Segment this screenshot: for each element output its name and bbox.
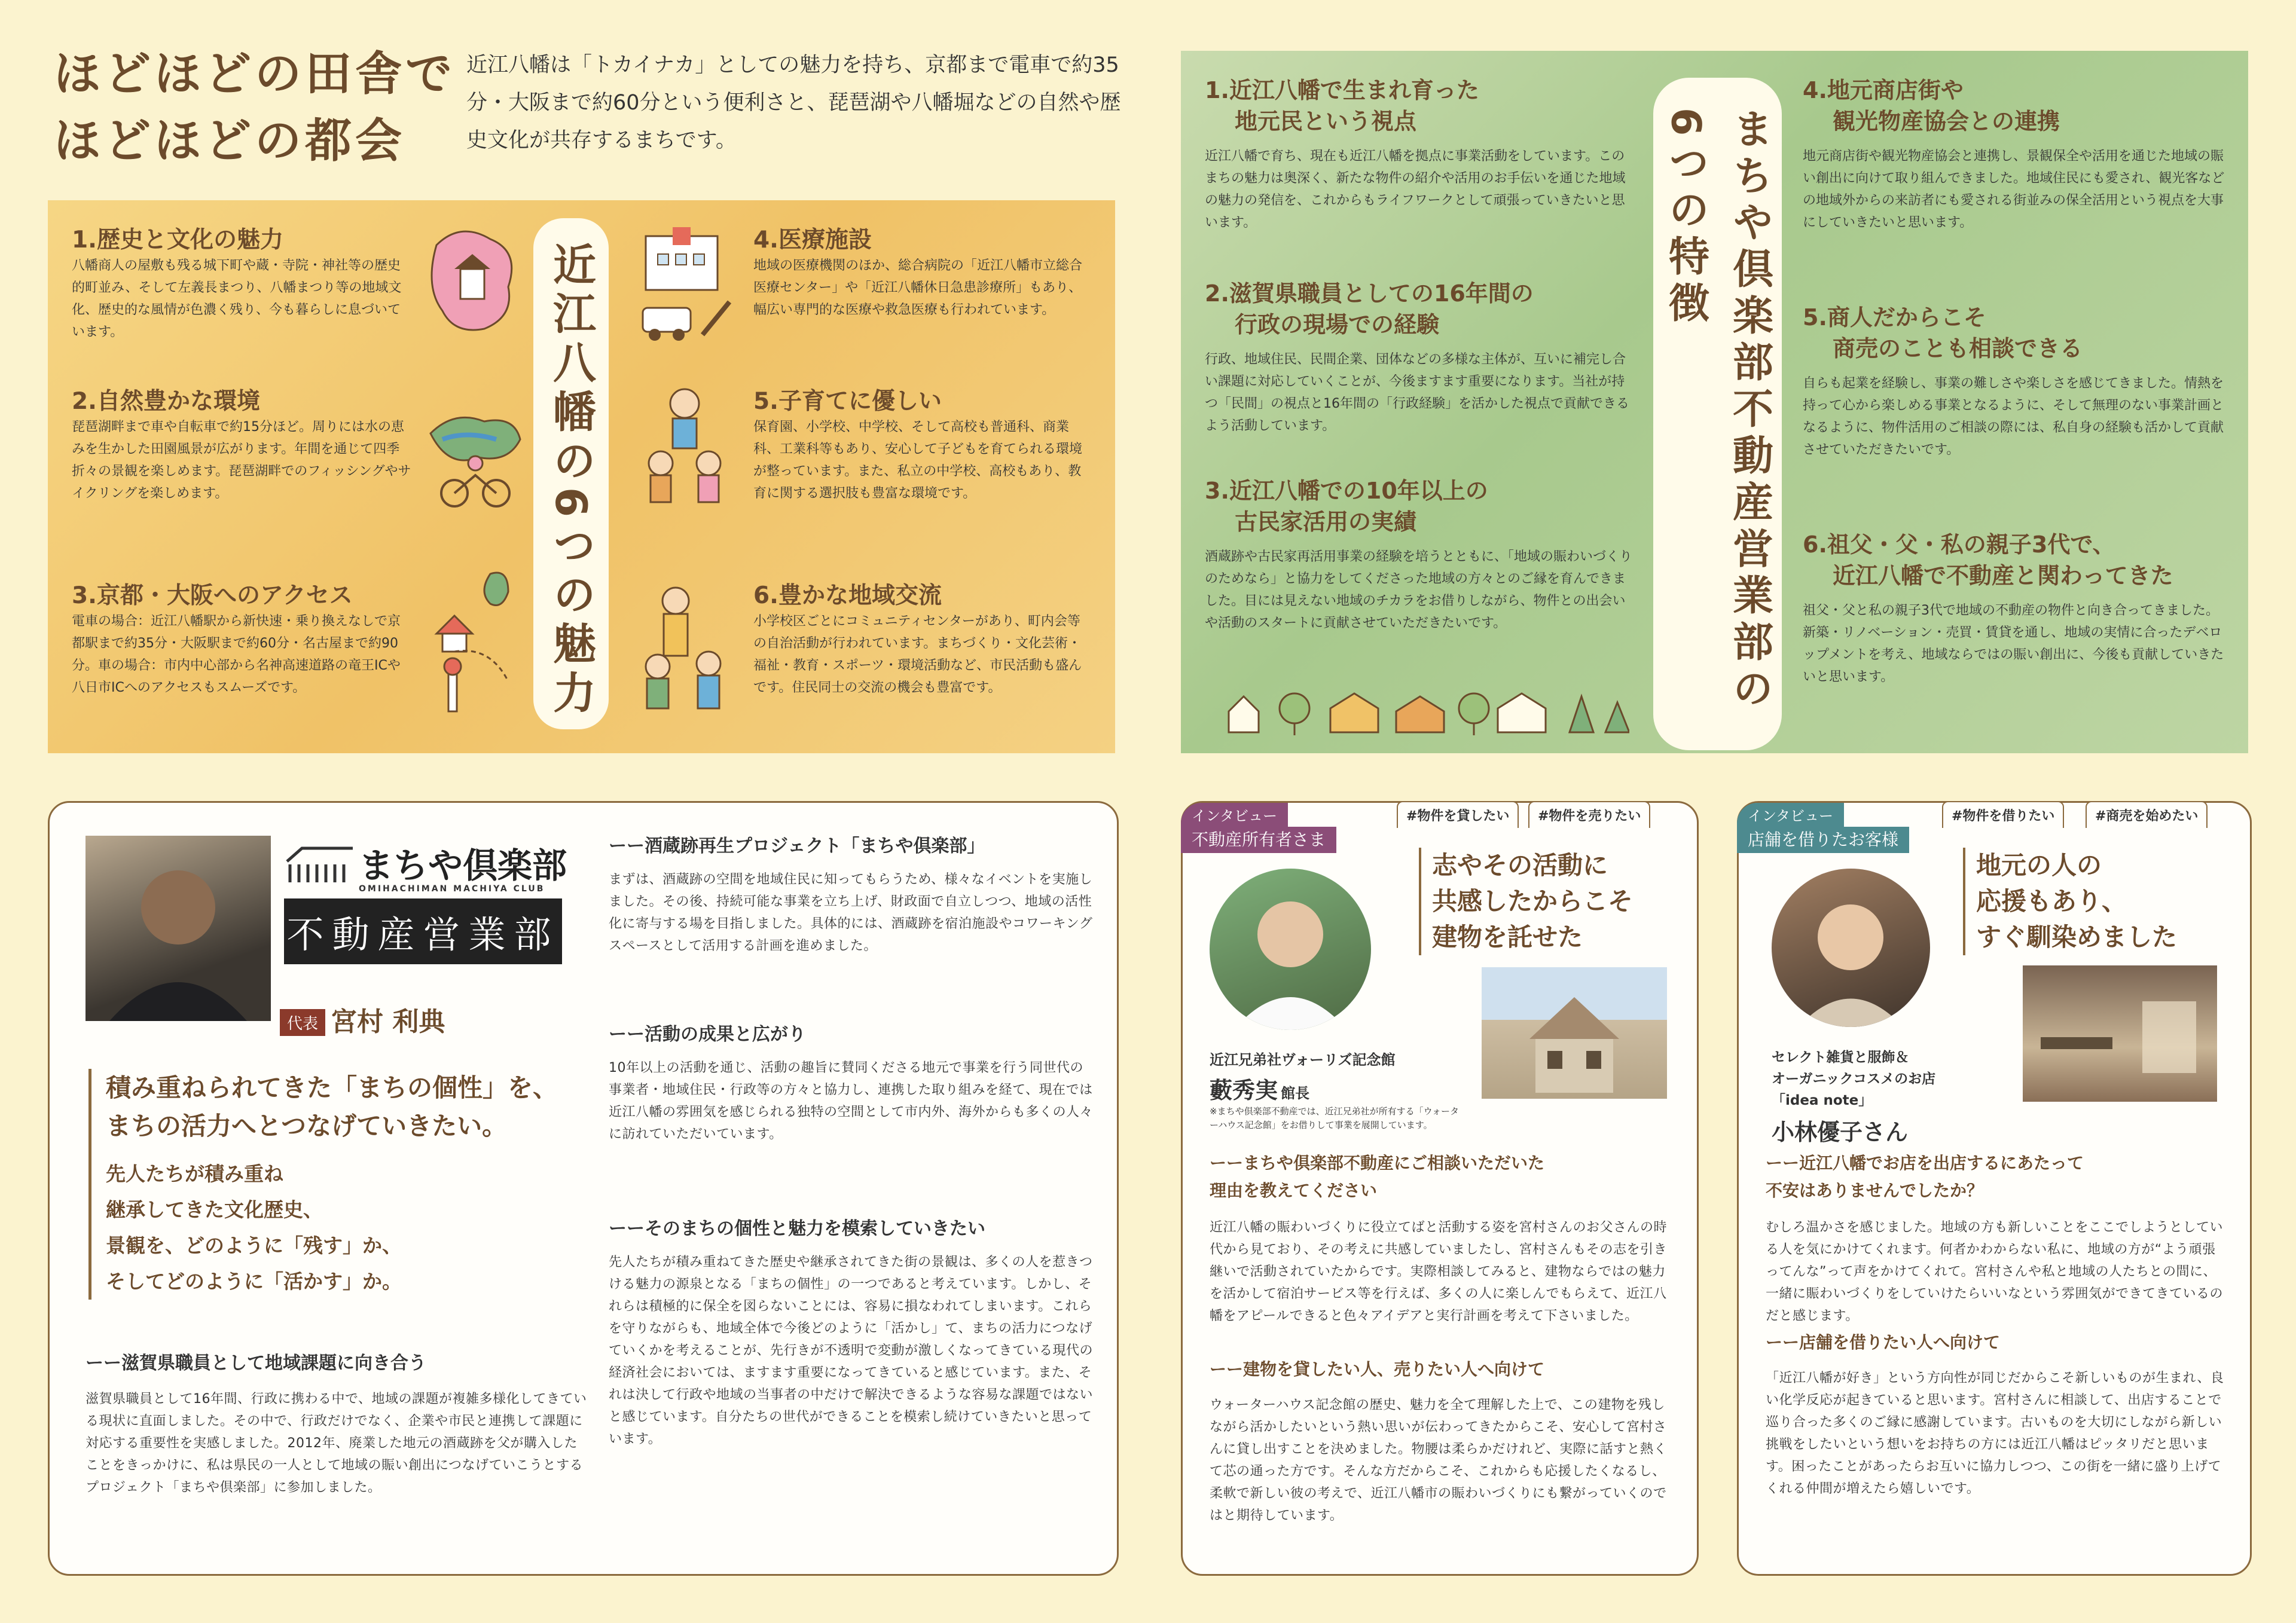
building-icon — [1482, 967, 1667, 1099]
interview-2-qa-1 — [1766, 1150, 2229, 1327]
features-panel — [1181, 51, 2248, 753]
feature-4-text: 地元商店街や観光物産協会と連携し、景観保全や活用を通じた地域の賑い創出に向けて取り組んできました。地域住民にも愛され、観光客などの地域外からの来訪者にも愛される街並みの保全活用という視点を大事にしていきたいと思います。 — [1803, 149, 2225, 230]
interview-2-tag-2: #商売を始めたい — [2086, 801, 2208, 828]
catchphrase-line-2: まちの活力へとつなげていきたい。 — [106, 1111, 508, 1141]
interview-1-question-2: ーー建物を貸したい人、売りたい人へ向けて — [1210, 1359, 1545, 1379]
main-title — [54, 41, 456, 175]
section-1-heading: ーー滋賀県職員として地域課題に向き合う — [86, 1353, 426, 1374]
feature-2-heading-2: 行政の現場での経験 — [1235, 311, 1440, 338]
tenant-name: 小林優子さん — [1772, 1119, 1909, 1145]
charm-3-text: 電車の場合：近江八幡駅から新快速・乗り換えなしで京都駅まで約35分・大阪駅まで約60分・名古屋まで約90分。車の場合：市内中心部から名神高速道路の竜王ICや八日市ICへのアクセスもスムーズです。 — [72, 614, 401, 695]
feature-1-text: 近江八幡で育ち、現在も近江八幡を拠点に事業活動をしています。このまちの魅力は奥深く、新たな物件の紹介や活用のお手伝いを通じた地域の魅力の発信を、これからもライフワークとして頑張っていきたいと思います。 — [1205, 149, 1626, 230]
houses-trees-illustration — [1223, 684, 1629, 738]
community-icon — [634, 583, 735, 720]
catchphrase-block — [88, 1069, 558, 1300]
interview-1-label: インタビュー — [1181, 803, 1288, 829]
charm-4-text: 地域の医療機関のほか、総合病院の「近江八幡市立総合医療センター」や「近江八幡休日急患診療所」もあり、幅広い専門的な医療や救急医療も行われています。 — [753, 258, 1083, 317]
section-3-text: 10年以上の活動を通じ、活動の趣旨に賛同くださる地元で事業を行う同世代の事業者・地域住民・行政等の方々と協力し、連携した取り組みを経て、現在では近江八幡の雰囲気を感じられる独特の空間として市内外、海外からも多くの人々に訪れていただいています。 — [609, 1060, 1094, 1142]
interview-1-catch-2: 共感したからこそ — [1432, 887, 1634, 916]
feature-4-heading-2: 観光物産協会との連携 — [1833, 108, 2060, 135]
owner-name-block — [1210, 1072, 1309, 1105]
charm-4-heading: 4.医療施設 — [753, 227, 872, 253]
interview-2-answer-2: 「近江八幡が好き」という方向性が同じだからこそ新しいものが生まれ、良い化学反応が起きていると思います。宮村さんに相談して、出店することで巡り合った多くのご縁に感謝しています。古いものを大切にしながら新しい挑戦をしたいという想いをお持ちの方には近江八幡はピッタリだと思います。困ったことがあったらお互いに協力しつつ、この街を一緒に盛り上げてくれる仲間が増えたら嬉しいです。 — [1766, 1371, 2224, 1496]
castle-town-icon — [419, 221, 526, 341]
access-map-icon — [419, 562, 526, 717]
tenant-shop-name: 「idea note」 — [1772, 1093, 1873, 1108]
interview-1-catch — [1419, 848, 1633, 955]
representative-photo — [86, 836, 271, 1021]
feature-3-heading-1: 3.近江八幡での10年以上の — [1205, 478, 1488, 504]
feature-6 — [1803, 529, 2227, 688]
owner-org: 近江兄弟社ヴォーリズ記念館 — [1210, 1052, 1396, 1068]
main-title-line-2: ほどほどの都会 — [54, 114, 406, 168]
interview-2-catch — [1963, 848, 2177, 955]
charm-3-heading: 3.京都・大阪へのアクセス — [72, 582, 353, 609]
tenant-org-1: セレクト雑貨と服飾＆ — [1772, 1050, 1909, 1065]
owner-name: 藪秀実 — [1210, 1077, 1278, 1104]
features-title-a: まちや倶楽部不動産営業部の — [1726, 108, 1773, 714]
dept-banner: 不動産営業部 — [284, 898, 562, 964]
cycling-lake-icon — [419, 398, 526, 511]
feature-4-heading-1: 4.地元商店街や — [1803, 77, 1964, 103]
main-title-line-1: ほどほどの田舎で — [54, 47, 456, 101]
interview-1-answer-2: ウォーターハウス記念館の歴史、魅力を全て理解した上で、この建物を残しながら活かしたいという熱い思いが伝わってきたからこそ、安心して宮村さんに貸し出すことを決めました。物腰は柔らかだけれど、実際に話すと熱くて芯の通った方です。そんな方だからこそ、これからも応援したくなるし、柔軟で新しい彼の考えで、近江八幡市の賑わいづくりにも繋がっていくのではと期待しています。 — [1210, 1398, 1668, 1523]
feature-2-heading-1: 2.滋賀県職員としての16年間の — [1205, 280, 1534, 307]
quote-line-4: そしてどのように「活かす」か。 — [106, 1270, 402, 1293]
section-1-text: 滋賀県職員として16年間、行政に携わる中で、地域の課題が複雑多様化してきている現状に直面しました。その中で、行政だけでなく、企業や市民と連携して課題に対応する重要性を実感しました。2012年、廃業した地元の酒蔵跡を父が購入したことをきっかけに、私は県民の一人として地域の賑い創出につなげていこうとするプロジェクト「まちや倶楽部」に参加しました。 — [86, 1392, 587, 1495]
charm-3 — [72, 577, 442, 699]
quote-line-3: 景観を、どのように「残す」か、 — [106, 1234, 402, 1257]
charm-6-heading: 6.豊かな地域交流 — [753, 582, 942, 609]
feature-1-heading-2: 地元民という視点 — [1235, 108, 1417, 135]
quote-block — [106, 1156, 558, 1300]
tenant-silhouette-icon — [1772, 869, 1930, 1027]
person-silhouette-icon — [86, 836, 271, 1021]
machiya-roof-icon — [284, 843, 356, 885]
charm-2 — [72, 383, 442, 505]
feature-5-text: 自らも起業を経験し、事業の難しさや楽しさを感じてきました。情熱を持って心から楽しめる事業となるように、そして無理のない事業計画となるように、物件活用のご相談の際には、私自身の経験も活かして貢献させていただきたいです。 — [1803, 376, 2224, 457]
interview-2-qa-2 — [1766, 1329, 2229, 1500]
role-badge: 代表 — [280, 1009, 325, 1036]
charm-4 — [753, 221, 1100, 321]
interview-1-tag-1: #物件を貸したい — [1397, 801, 1519, 828]
section-2-heading: ーー酒蔵跡再生プロジェクト「まちや倶楽部」 — [609, 836, 985, 857]
interview-2-catch-1: 地元の人の — [1976, 851, 2102, 880]
charm-2-heading: 2.自然豊かな環境 — [72, 388, 260, 415]
charms-title-pill — [533, 218, 609, 729]
charms-title: 近江八幡の6つの魅力 — [546, 242, 596, 720]
feature-2-text: 行政、地域住民、民間企業、団体などの多様な主体が、互いに補完し合い課題に対応していくことが、今後ますます重要になります。当社が持つ「民間」の視点と16年間の「行政経験」を活かした視点で貢献できるよう活動しています。 — [1205, 352, 1629, 433]
charm-6 — [753, 577, 1100, 699]
interview-2-answer-1: むしろ温かさを感じました。地域の方も新しいことをここでしようとしている人を気にかけてくれます。何者かわからない私に、地域の方が“よう頑張ってんな”って声をかけてくれて。宮村さんや私と地域の人たちとの間に、一緒に賑わいづくりをしていけたらいいなという雰囲気ができてきているのだと感じます。 — [1766, 1220, 2224, 1324]
section-results — [609, 1021, 1093, 1145]
charm-6-text: 小学校区ごとにコミュニティセンターがあり、町内会等の自治活動が行われています。まちづくり・文化芸術・福祉・教育・スポーツ・環境活動など、市民活動も盛んです。住民同士の交流の機会も豊富です。 — [753, 614, 1082, 695]
feature-5-heading-1: 5.商人だからこそ — [1803, 304, 1986, 331]
charm-5-heading: 5.子育てに優しい — [753, 388, 942, 415]
feature-2 — [1205, 278, 1635, 437]
charm-1 — [72, 221, 442, 343]
tenant-photo — [1772, 869, 1930, 1027]
charm-5 — [753, 383, 1100, 505]
tenant-org-block — [1772, 1047, 1935, 1111]
interview-1-qa-2 — [1210, 1356, 1676, 1527]
feature-5-heading-2: 商売のことも相談できる — [1833, 335, 2083, 362]
profile-card — [48, 801, 1119, 1576]
tenant-org-2: オーガニックコスメのお店 — [1772, 1071, 1936, 1087]
owner-photo — [1210, 869, 1371, 1030]
features-title-pill — [1653, 78, 1782, 750]
feature-1-heading-1: 1.近江八幡で生まれ育った — [1205, 77, 1479, 103]
interview-2-who: 店舗を借りたお客様 — [1737, 827, 1909, 853]
feature-4 — [1803, 75, 2227, 234]
feature-6-heading-1: 6.祖父・父・私の親子3代で、 — [1803, 531, 2115, 558]
feature-3-heading-2: 古民家活用の実績 — [1235, 509, 1417, 535]
shop-interior-icon — [2023, 965, 2217, 1102]
interview-2-tag-1: #物件を借りたい — [1942, 801, 2064, 828]
owner-silhouette-icon — [1210, 869, 1371, 1030]
interview-2-label: インタビュー — [1737, 803, 1844, 829]
interview-tenant-card — [1737, 801, 2252, 1576]
interview-1-answer-1: 近江八幡の賑わいづくりに役立てばと活動する姿を宮村さんのお父さんの時代から見ており、その考えに共感していましたし、宮村さんもその志を引き継いで活動されていたからです。実際相談してみると、建物ならではの魅力を活かして宿泊サービス等を行えば、多くの人に楽しんでもらえて、近江八幡をアピールできると色々アイデアと実行計画を考えて下さいました。 — [1210, 1220, 1668, 1324]
water-house-photo — [1482, 967, 1667, 1099]
feature-6-text: 祖父・父と私の親子3代で地域の不動産の物件と向き合ってきました。新築・リノベーション・売買・賃貸を通し、地域の実情に合ったデベロップメントを考え、地域ならではの賑い創出に、今後も貢献していきたいと思います。 — [1803, 603, 2224, 684]
children-icon — [634, 383, 735, 514]
section-4-heading: ーーそのまちの個性と魅力を模索していきたい — [609, 1218, 985, 1239]
interview-1-question-1: ーーまちや倶楽部不動産にご相談いただいた理由を教えてください — [1210, 1153, 1545, 1200]
intro-text: 近江八幡は「トカイナカ」としての魅力を持ち、京都まで電車で約35分・大阪まで約60分という便利さと、琵琶湖や八幡堀などの自然や歴史文化が共存するまちです。 — [466, 53, 1121, 152]
charms-panel — [48, 200, 1115, 753]
interview-2-catch-3: すぐ馴染めました — [1976, 922, 2178, 952]
charm-5-text: 保育園、小学校、中学校、そして高校も普通科、商業科、工業科等もあり、安心して子どもを育てられる環境が整っています。また、私立の中学校、高校もあり、教育に関する選択肢も豊富な環境です。 — [753, 420, 1083, 501]
owner-title: 館長 — [1281, 1085, 1310, 1102]
interview-2-catch-2: 応援もあり、 — [1976, 887, 2127, 916]
shop-interior-photo — [2023, 965, 2217, 1102]
interview-owner-card — [1181, 801, 1699, 1576]
section-exploring — [609, 1215, 1093, 1450]
section-4-text: 先人たちが積み重ねてきた歴史や継承されてきた街の景観は、多くの人を惹きつける魅力の源泉となる「まちの個性」の一つであると考えています。しかし、それらは積極的に保全を図らないことには、容易に損なわれてしまいます。これらを守りながらも、地域全体で今後どのように「活かし」て、まちの活力につなげていくかを考えることが、先行きが不透明で変動が激しくなってきている現代の経済社会においては、ますます重要になってきていると感じています。また、それは決して行政や地域の当事者の中だけで解決できるような容易な課題ではないと感じています。自分たちの世代ができることを模索し続けていきたいと思っています。 — [609, 1255, 1094, 1447]
logo-roman: OMIHACHIMAN MACHIYA CLUB — [359, 884, 545, 894]
section-prefectural-staff — [86, 1350, 591, 1499]
quote-line-1: 先人たちが積み重ね — [106, 1162, 283, 1185]
representative-name: 宮村 利典 — [331, 1007, 445, 1037]
section-2-text: まずは、酒蔵跡の空間を地域住民に知ってもらうため、様々なイベントを実施しました。その後、持続可能な事業を立ち上げ、財政面で自立しつつ、地域の活性化に寄与する場を目指しました。具体的には、酒蔵跡を宿泊施設やコワーキングスペースとして活用する計画を進めました。 — [609, 872, 1093, 953]
interview-1-catch-1: 志やその活動に — [1432, 851, 1608, 880]
feature-5 — [1803, 302, 2227, 461]
interview-1-who: 不動産所有者さま — [1181, 827, 1336, 853]
charm-1-heading: 1.歴史と文化の魅力 — [72, 227, 283, 253]
interview-2-question-1: ーー近江八幡でお店を出店するにあたって不安はありませんでしたか？ — [1766, 1153, 2084, 1200]
owner-note: ※まちや倶楽部不動産では、近江兄弟社が所有する「ウォーターハウス記念館」をお借りして事業を展開しています。 — [1210, 1106, 1459, 1130]
feature-6-heading-2: 近江八幡で不動産と関わってきた — [1833, 563, 2173, 589]
charm-2-text: 琵琶湖畔まで車や自転車で約15分ほど。周りには水の恵みを生かした田園風景が広がります。年間を通じて四季折々の景観を楽しめます。琵琶湖畔でのフィッシングやサイクリングを楽しめます。 — [72, 420, 411, 501]
interview-1-qa-1 — [1210, 1150, 1676, 1327]
charm-1-text: 八幡商人の屋敷も残る城下町や蔵・寺院・神社等の歴史的町並み、そして左義長まつり、八幡まつり等の地域文化、歴史的な風情が色濃く残り、今も暮らしに息づいています。 — [72, 258, 402, 340]
logo-name: まちや倶楽部 — [359, 845, 567, 886]
section-3-heading: ーー活動の成果と広がり — [609, 1024, 806, 1045]
interview-1-catch-3: 建物を託せた — [1432, 922, 1583, 952]
interview-1-tag-2: #物件を売りたい — [1528, 801, 1650, 828]
section-brewery-project — [609, 833, 1093, 957]
feature-3 — [1205, 475, 1635, 634]
feature-1 — [1205, 75, 1635, 234]
interview-2-question-2: ーー店舗を借りたい人へ向けて — [1766, 1332, 2001, 1352]
feature-3-text: 酒蔵跡や古民家再活用事業の経験を培うとともに、「地域の賑わいづくりのためなら」と協力をしてくださった地域の方々とのご縁を育んできました。目には見えない地域のチカラをお借りしながら、物件との出会いや活動のスタートに貢献させていただきたいです。 — [1205, 549, 1633, 631]
features-title-b: 6つの特徴 — [1662, 108, 1709, 329]
quote-line-2: 継承してきた文化歴史、 — [106, 1198, 323, 1221]
hospital-icon — [634, 224, 735, 344]
catchphrase-line-1: 積み重ねられてきた「まちの個性」を、 — [106, 1073, 558, 1102]
